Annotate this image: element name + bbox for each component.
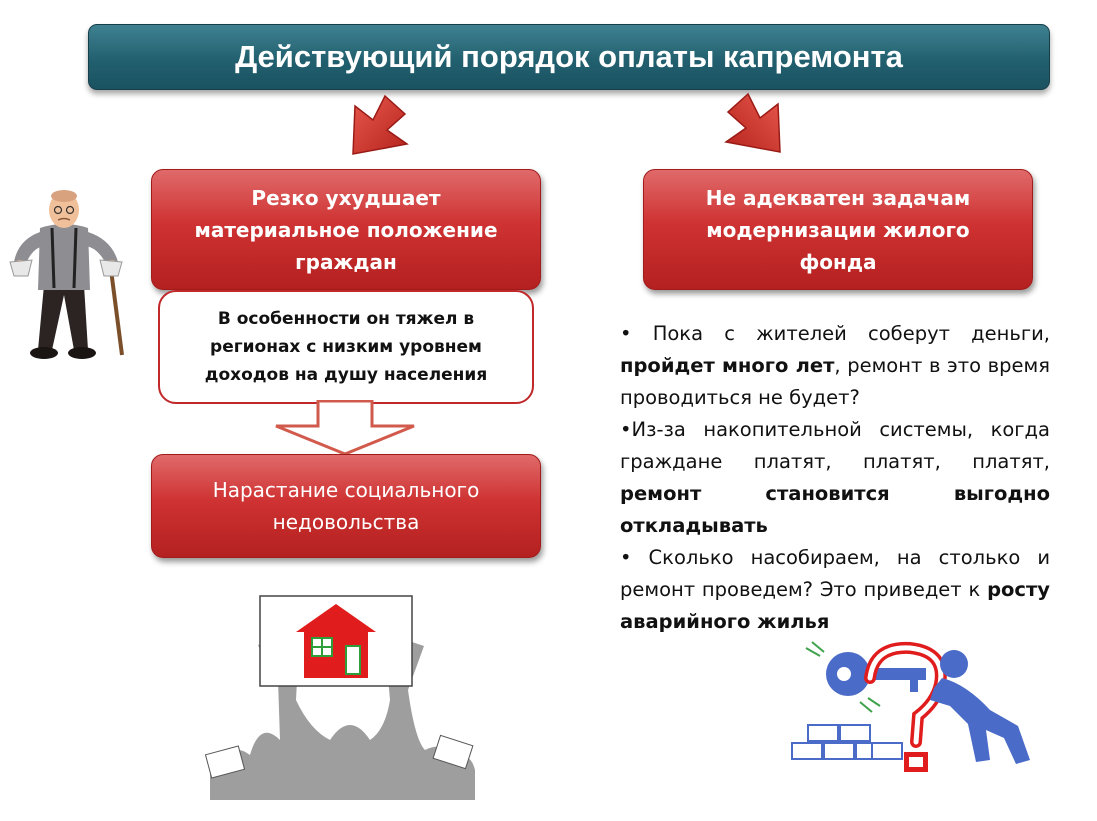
page-title: Действующий порядок оплаты капремонта — [235, 39, 903, 74]
left-result-text: Нарастание социального недовольства — [212, 478, 480, 534]
list-item: •Из-за накопительной системы, когда граждане платят, платят, платят, ремонт становится выгодно откладывать — [620, 418, 1050, 537]
list-item: • Пока с жителей соберут деньги, пройдет много лет, ремонт в это время проводиться не будет? — [620, 322, 1050, 409]
hollow-down-arrow-icon — [270, 400, 420, 456]
left-header-box — [151, 169, 541, 290]
left-result-box — [151, 454, 541, 558]
key-question-figure-icon — [790, 640, 1040, 785]
left-note-callout — [158, 290, 534, 404]
arrow-left-down-icon — [345, 92, 423, 158]
left-note-text: В особенности он тяжел в регионах с низким уровнем доходов на душу населения — [204, 309, 488, 385]
right-header-text: Не адекватен задачам модернизации жилого фонда — [705, 185, 971, 274]
right-header-box — [643, 169, 1033, 290]
list-item: • Сколько насобираем, на столько и ремонт проведем? Это приведет к росту аварийного жилья — [620, 546, 1050, 633]
right-points-list — [620, 318, 1050, 638]
old-man-empty-pockets-icon — [4, 190, 134, 365]
crowd-with-house-sign-icon — [200, 590, 480, 805]
title-banner — [88, 24, 1050, 90]
arrow-right-down-icon — [712, 90, 790, 156]
left-header-text: Резко ухудшает материальное положение граждан — [194, 185, 498, 274]
